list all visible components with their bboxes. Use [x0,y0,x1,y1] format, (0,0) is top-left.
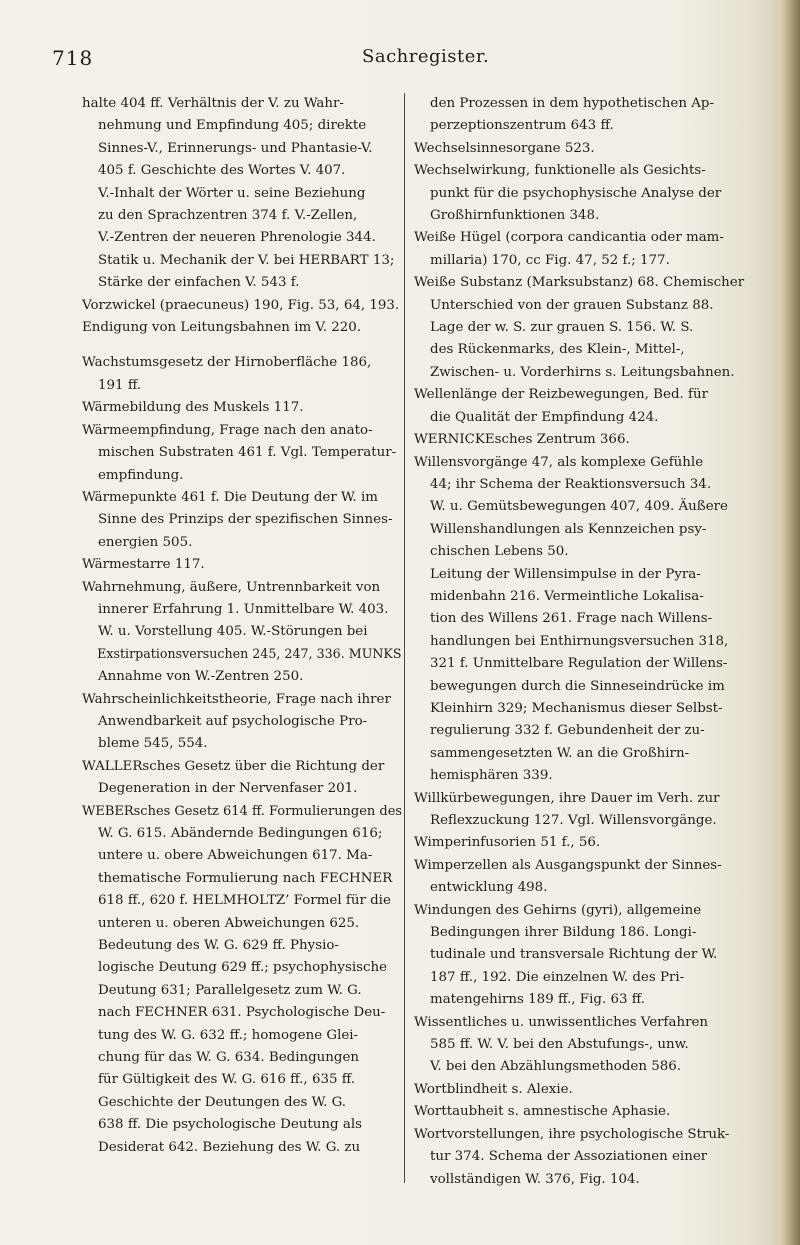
index-line: Stärke der einfachen V. 543 f. [98,275,300,291]
index-line: Wimperzellen als Ausgangspunkt der Sinnes- [414,857,722,873]
index-line: Zwischen- u. Vorderhirns s. Leitungsbahnen. [430,364,735,380]
index-line: chischen Lebens 50. [430,544,569,560]
index-line: Exstirpationsversuchen 245, 247, 336. MUNKS [97,646,402,662]
index-line: innerer Erfahrung 1. Unmittelbare W. 403. [98,601,389,617]
index-line: Endigung von Leitungsbahnen im V. 220. [82,320,362,336]
index-entry [414,832,766,854]
index-line: zu den Sprachzentren 374 f. V.-Zellen, [98,208,358,224]
index-entry [414,138,766,160]
index-line: Wissentliches u. unwissentliches Verfahren [414,1014,709,1030]
index-line: Leitung der Willensimpulse in der Pyra- [430,566,701,582]
index-line: vollständigen W. 376, Fig. 104. [430,1171,640,1187]
index-line: 618 ff., 620 f. HELMHOLTZ’ Formel für die [98,893,391,909]
index-entry [414,93,766,138]
index-line: die Qualität der Empfindung 424. [430,409,659,425]
index-line: Lage der w. S. zur grauen S. 156. W. S. [430,320,694,336]
index-line: WERNICKEsches Zentrum 366. [414,432,630,448]
index-line: matengehirns 189 ff., Fig. 63 ff. [430,992,646,1008]
index-entry [82,295,402,317]
index-line: 321 f. Unmittelbare Regulation der Willens- [430,656,728,672]
page-number: 718 [52,46,94,70]
index-line: Wellenlänge der Reizbewegungen, Bed. für [414,387,709,403]
index-line: Bedeutung des W. G. 629 ff. Physio- [98,938,339,954]
index-entry [414,788,766,833]
index-entry [82,689,402,756]
index-entry [414,160,766,227]
index-entry [414,384,766,429]
index-entry [82,93,402,295]
index-line: hemisphären 339. [430,768,553,784]
index-line: Weiße Substanz (Marksubstanz) 68. Chemischer [414,275,745,291]
running-title: Sachregister. [362,46,490,67]
index-line: Vorzwickel (praecuneus) 190, Fig. 53, 64, 193. [82,297,400,313]
index-line: Reflexzuckung 127. Vgl. Willensvorgänge. [430,813,717,828]
index-line: Sinnes-V., Erinnerungs- und Phantasie-V. [98,140,373,156]
index-entry [414,1079,766,1101]
index-line: Willkürbewegungen, ihre Dauer im Verh. zur [414,790,720,806]
index-entry [82,420,402,487]
index-line: W. G. 615. Abändernde Bedingungen 616; [98,826,383,841]
index-entry [82,801,402,1160]
index-line: V.-Inhalt der Wörter u. seine Beziehung [98,185,366,201]
index-line: 191 ff. [98,377,142,393]
index-line: logische Deutung 629 ff.; psychophysische [98,960,388,976]
index-line: Willenshandlungen als Kennzeichen psy- [430,521,707,537]
index-line: empfindung. [98,467,184,483]
index-entry [82,317,402,339]
index-line: Anwendbarkeit auf psychologische Pro- [98,713,368,729]
index-line: tur 374. Schema der Assoziationen einer [430,1149,708,1165]
index-line: Wimperinfusorien 51 f., 56. [414,835,601,851]
index-line: entwicklung 498. [430,880,548,896]
index-line: mischen Substraten 461 f. Vgl. Temperatur- [98,445,397,461]
index-line: Großhirnfunktionen 348. [430,208,600,224]
index-line: punkt für die psychophysische Analyse der [430,185,722,201]
index-line: Wechselwirkung, funktionelle als Gesichts- [414,163,706,179]
index-line: nach FECHNER 631. Psychologische Deu- [98,1005,386,1021]
index-line: halte 404 ff. Verhältnis der V. zu Wahr- [82,96,344,111]
index-line: handlungen bei Enthirnungsversuchen 318, [430,633,729,649]
index-line: bleme 545, 554. [98,736,208,752]
index-entry [414,452,766,788]
index-line: Bedingungen ihrer Bildung 186. Longi- [430,925,697,941]
index-line: Annahme von W.-Zentren 250. [98,669,304,685]
index-line: Deutung 631; Parallelgesetz zum W. G. [98,982,362,998]
index-column-right [414,93,766,1191]
index-entry [82,352,402,397]
index-line: 585 ff. W. V. bei den Abstufungs-, unw. [430,1037,689,1053]
index-line: Kleinhirn 329; Mechanismus dieser Selbst- [430,700,723,716]
index-line: Degeneration in der Nervenfaser 201. [98,781,358,797]
index-line: Wortblindheit s. Alexie. [414,1081,573,1097]
index-line: Sinne des Prinzips der spezifischen Sinnes- [98,512,393,528]
index-line: 638 ff. Die psychologische Deutung als [98,1117,363,1133]
index-line: Willensvorgänge 47, als komplexe Gefühle [414,454,704,470]
index-line: Geschichte der Deutungen des W. G. [98,1094,347,1110]
column-divider [404,93,405,1183]
index-entry [82,397,402,419]
index-line: Desiderat 642. Beziehung des W. G. zu [98,1139,361,1155]
index-entry [414,1012,766,1079]
index-line: energien 505. [98,534,193,550]
index-line: 405 f. Geschichte des Wortes V. 407. [98,163,346,179]
index-line: Unterschied von der grauen Substanz 88. [430,297,714,313]
index-line: Wahrscheinlichkeitstheorie, Frage nach ihrer [82,691,391,707]
index-entry [414,429,766,451]
index-entry [414,1101,766,1123]
index-line: nehmung und Empfindung 405; direkte [98,118,367,134]
index-line: Wärmeempfindung, Frage nach den anato- [82,422,373,438]
index-line: den Prozessen in dem hypothetischen Ap- [430,96,714,111]
index-entry [82,554,402,576]
index-line: W. u. Gemütsbewegungen 407, 409. Äußere [430,499,728,515]
index-line: chung für das W. G. 634. Bedingungen [98,1050,360,1066]
index-line: Wechselsinnesorgane 523. [414,140,595,156]
index-line: unteren u. oberen Abweichungen 625. [98,915,360,931]
index-line: Windungen des Gehirns (gyri), allgemeine [414,902,702,918]
index-line: Wärmestarre 117. [82,557,205,573]
index-line: Wachstumsgesetz der Hirnoberfläche 186, [82,355,372,371]
index-entry [414,900,766,1012]
index-line: millaria) 170, cc Fig. 47, 52 f.; 177. [430,252,670,268]
index-line: Statik u. Mechanik der V. bei HERBART 13; [98,252,395,268]
index-line: des Rückenmarks, des Klein-, Mittel-, [430,342,685,358]
index-entry [82,577,402,689]
index-line: tung des W. G. 632 ff.; homogene Glei- [98,1027,359,1043]
index-line: regulierung 332 f. Gebundenheit der zu- [430,723,705,739]
index-entry [82,487,402,554]
index-line: 44; ihr Schema der Reaktionsversuch 34. [430,476,712,492]
index-line: sammengesetzten W. an die Großhirn- [430,745,690,761]
index-line: WALLERsches Gesetz über die Richtung der [82,758,385,774]
index-line: bewegungen durch die Sinneseindrücke im [430,678,725,694]
index-line: für Gültigkeit des W. G. 616 ff., 635 ff. [98,1072,356,1088]
index-line: Worttaubheit s. amnestische Aphasie. [414,1104,671,1120]
index-line: Wahrnehmung, äußere, Untrennbarkeit von [82,579,381,595]
index-entry [414,855,766,900]
index-line: thematische Formulierung nach FECHNER [98,870,393,886]
page-edge-shadow [768,0,800,1245]
index-column-left [82,93,402,1159]
index-line: W. u. Vorstellung 405. W.-Störungen bei [98,624,368,640]
index-line: 187 ff., 192. Die einzelnen W. des Pri- [430,969,685,985]
index-line: perzeptionszentrum 643 ff. [430,118,614,134]
index-entry [82,756,402,801]
index-line: Wortvorstellungen, ihre psychologische Struk- [414,1126,730,1142]
index-line: V.-Zentren der neueren Phrenologie 344. [98,230,376,246]
index-line: midenbahn 216. Vermeintliche Lokalisa- [430,588,704,604]
index-line: WEBERsches Gesetz 614 ff. Formulierungen des [82,803,403,819]
index-line: tion des Willens 261. Frage nach Willens- [430,611,713,627]
index-line: tudinale und transversale Richtung der W. [430,947,718,963]
index-line: Wärmepunkte 461 f. Die Deutung der W. im [82,489,378,505]
index-entry [414,1124,766,1191]
index-entry [414,227,766,272]
index-line: Wärmebildung des Muskels 117. [82,400,304,416]
index-line: Weiße Hügel (corpora candicantia oder mam- [414,230,724,246]
index-line: untere u. obere Abweichungen 617. Ma- [98,848,373,864]
index-line: V. bei den Abzählungsmethoden 586. [430,1059,682,1075]
page-header [52,46,752,78]
index-entry [414,272,766,384]
